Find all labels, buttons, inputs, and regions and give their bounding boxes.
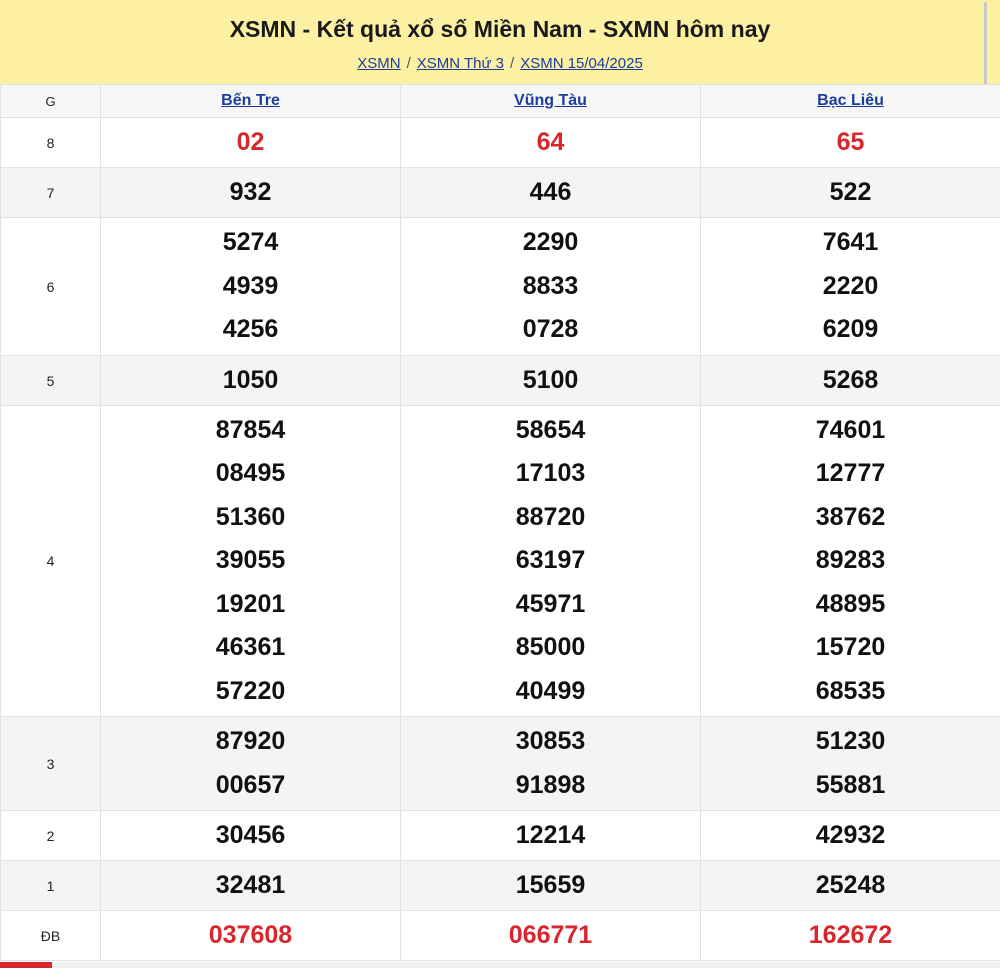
results-body [1,118,1000,961]
result-cell-ben-tre [101,218,401,356]
result-number: 2220 [822,271,879,300]
result-cell-bac-lieu [701,861,1000,911]
result-number: 15659 [515,870,586,899]
table-row [1,118,1000,168]
result-number: 6209 [822,315,879,344]
result-number: 91898 [515,770,586,799]
bottom-tab-bar [0,962,1000,968]
result-number: 522 [829,177,872,206]
table-row [1,406,1000,717]
result-cell-bac-lieu [701,406,1000,717]
result-number: 5100 [522,365,579,394]
result-number: 037608 [208,920,293,949]
table-row [1,218,1000,356]
result-number: 74601 [815,416,886,445]
result-number: 2290 [522,228,579,257]
result-number: 12214 [515,820,586,849]
breadcrumb-xsmn-date[interactable]: XSMN 15/04/2025 [520,55,643,72]
result-number: 30456 [215,820,286,849]
result-number: 89283 [815,546,886,575]
result-number: 8833 [522,271,579,300]
result-number: 1050 [222,365,279,394]
result-number: 68535 [815,676,886,705]
result-number: 65 [836,127,865,156]
breadcrumb [0,55,1000,72]
prize-label: 4 [1,406,101,717]
results-table [0,84,1000,961]
result-number: 25248 [815,870,886,899]
result-number: 40499 [515,676,586,705]
prize-label: 7 [1,168,101,218]
province-link-bac-lieu[interactable]: Bạc Liêu [817,92,884,109]
province-header-ben-tre [101,85,401,118]
result-number: 46361 [215,633,286,662]
result-number: 932 [229,177,272,206]
result-number: 51360 [215,502,286,531]
result-number: 87920 [215,727,286,756]
result-number: 5274 [222,228,279,257]
result-number: 162672 [808,920,893,949]
prize-label: 3 [1,717,101,811]
breadcrumb-separator: / [406,55,411,72]
result-number: 00657 [215,770,286,799]
result-number: 17103 [515,459,586,488]
result-cell-vung-tau [401,356,701,406]
result-number: 446 [529,177,572,206]
province-link-ben-tre[interactable]: Bến Tre [221,92,280,109]
result-number: 48895 [815,589,886,618]
result-cell-vung-tau [401,406,701,717]
table-header-row [1,85,1000,118]
result-number: 08495 [215,459,286,488]
result-number: 64 [536,127,565,156]
page-header [0,0,1000,84]
result-cell-vung-tau [401,717,701,811]
page-title: XSMN - Kết quả xổ số Miền Nam - SXMN hôm nay [229,16,771,42]
result-number: 51230 [815,727,886,756]
breadcrumb-separator: / [510,55,515,72]
province-header-bac-lieu [701,85,1000,118]
result-number: 39055 [215,546,286,575]
prize-label: 5 [1,356,101,406]
result-number: 42932 [815,820,886,849]
result-number: 38762 [815,502,886,531]
result-cell-ben-tre [101,717,401,811]
result-number: 85000 [515,633,586,662]
result-number: 57220 [215,676,286,705]
result-cell-ben-tre [101,811,401,861]
active-tab-indicator [0,962,52,968]
result-cell-bac-lieu [701,168,1000,218]
result-cell-vung-tau [401,118,701,168]
result-number: 32481 [215,870,286,899]
result-cell-ben-tre [101,406,401,717]
result-cell-ben-tre [101,356,401,406]
breadcrumb-xsmn[interactable]: XSMN [357,55,401,72]
result-cell-vung-tau [401,811,701,861]
prize-label: 6 [1,218,101,356]
result-cell-bac-lieu [701,218,1000,356]
scrollbar[interactable] [984,2,987,88]
result-number: 63197 [515,546,586,575]
prize-label: 1 [1,861,101,911]
result-number: 87854 [215,416,286,445]
result-cell-vung-tau [401,911,701,961]
result-cell-bac-lieu [701,717,1000,811]
result-number: 02 [236,127,265,156]
prize-label: ĐB [1,911,101,961]
result-cell-ben-tre [101,168,401,218]
result-number: 45971 [515,589,586,618]
table-row [1,811,1000,861]
result-number: 7641 [822,228,879,257]
result-cell-ben-tre [101,911,401,961]
result-cell-ben-tre [101,861,401,911]
result-cell-bac-lieu [701,118,1000,168]
result-cell-vung-tau [401,168,701,218]
province-header-vung-tau [401,85,701,118]
result-cell-vung-tau [401,218,701,356]
table-row [1,911,1000,961]
table-row [1,717,1000,811]
prize-column-header: G [1,85,101,118]
table-row [1,356,1000,406]
result-cell-bac-lieu [701,356,1000,406]
result-cell-vung-tau [401,861,701,911]
result-number: 19201 [215,589,286,618]
prize-label: 2 [1,811,101,861]
table-row [1,861,1000,911]
result-number: 55881 [815,770,886,799]
result-number: 30853 [515,727,586,756]
result-number: 88720 [515,502,586,531]
result-cell-bac-lieu [701,911,1000,961]
result-number: 4939 [222,271,279,300]
province-link-vung-tau[interactable]: Vũng Tàu [514,92,587,109]
result-number: 4256 [222,315,279,344]
result-number: 5268 [822,365,879,394]
result-cell-ben-tre [101,118,401,168]
result-number: 58654 [515,416,586,445]
result-number: 15720 [815,633,886,662]
result-number: 066771 [508,920,593,949]
result-cell-bac-lieu [701,811,1000,861]
result-number: 12777 [815,459,886,488]
breadcrumb-xsmn-thu-3[interactable]: XSMN Thứ 3 [416,55,505,72]
result-number: 0728 [522,315,579,344]
prize-label: 8 [1,118,101,168]
table-row [1,168,1000,218]
